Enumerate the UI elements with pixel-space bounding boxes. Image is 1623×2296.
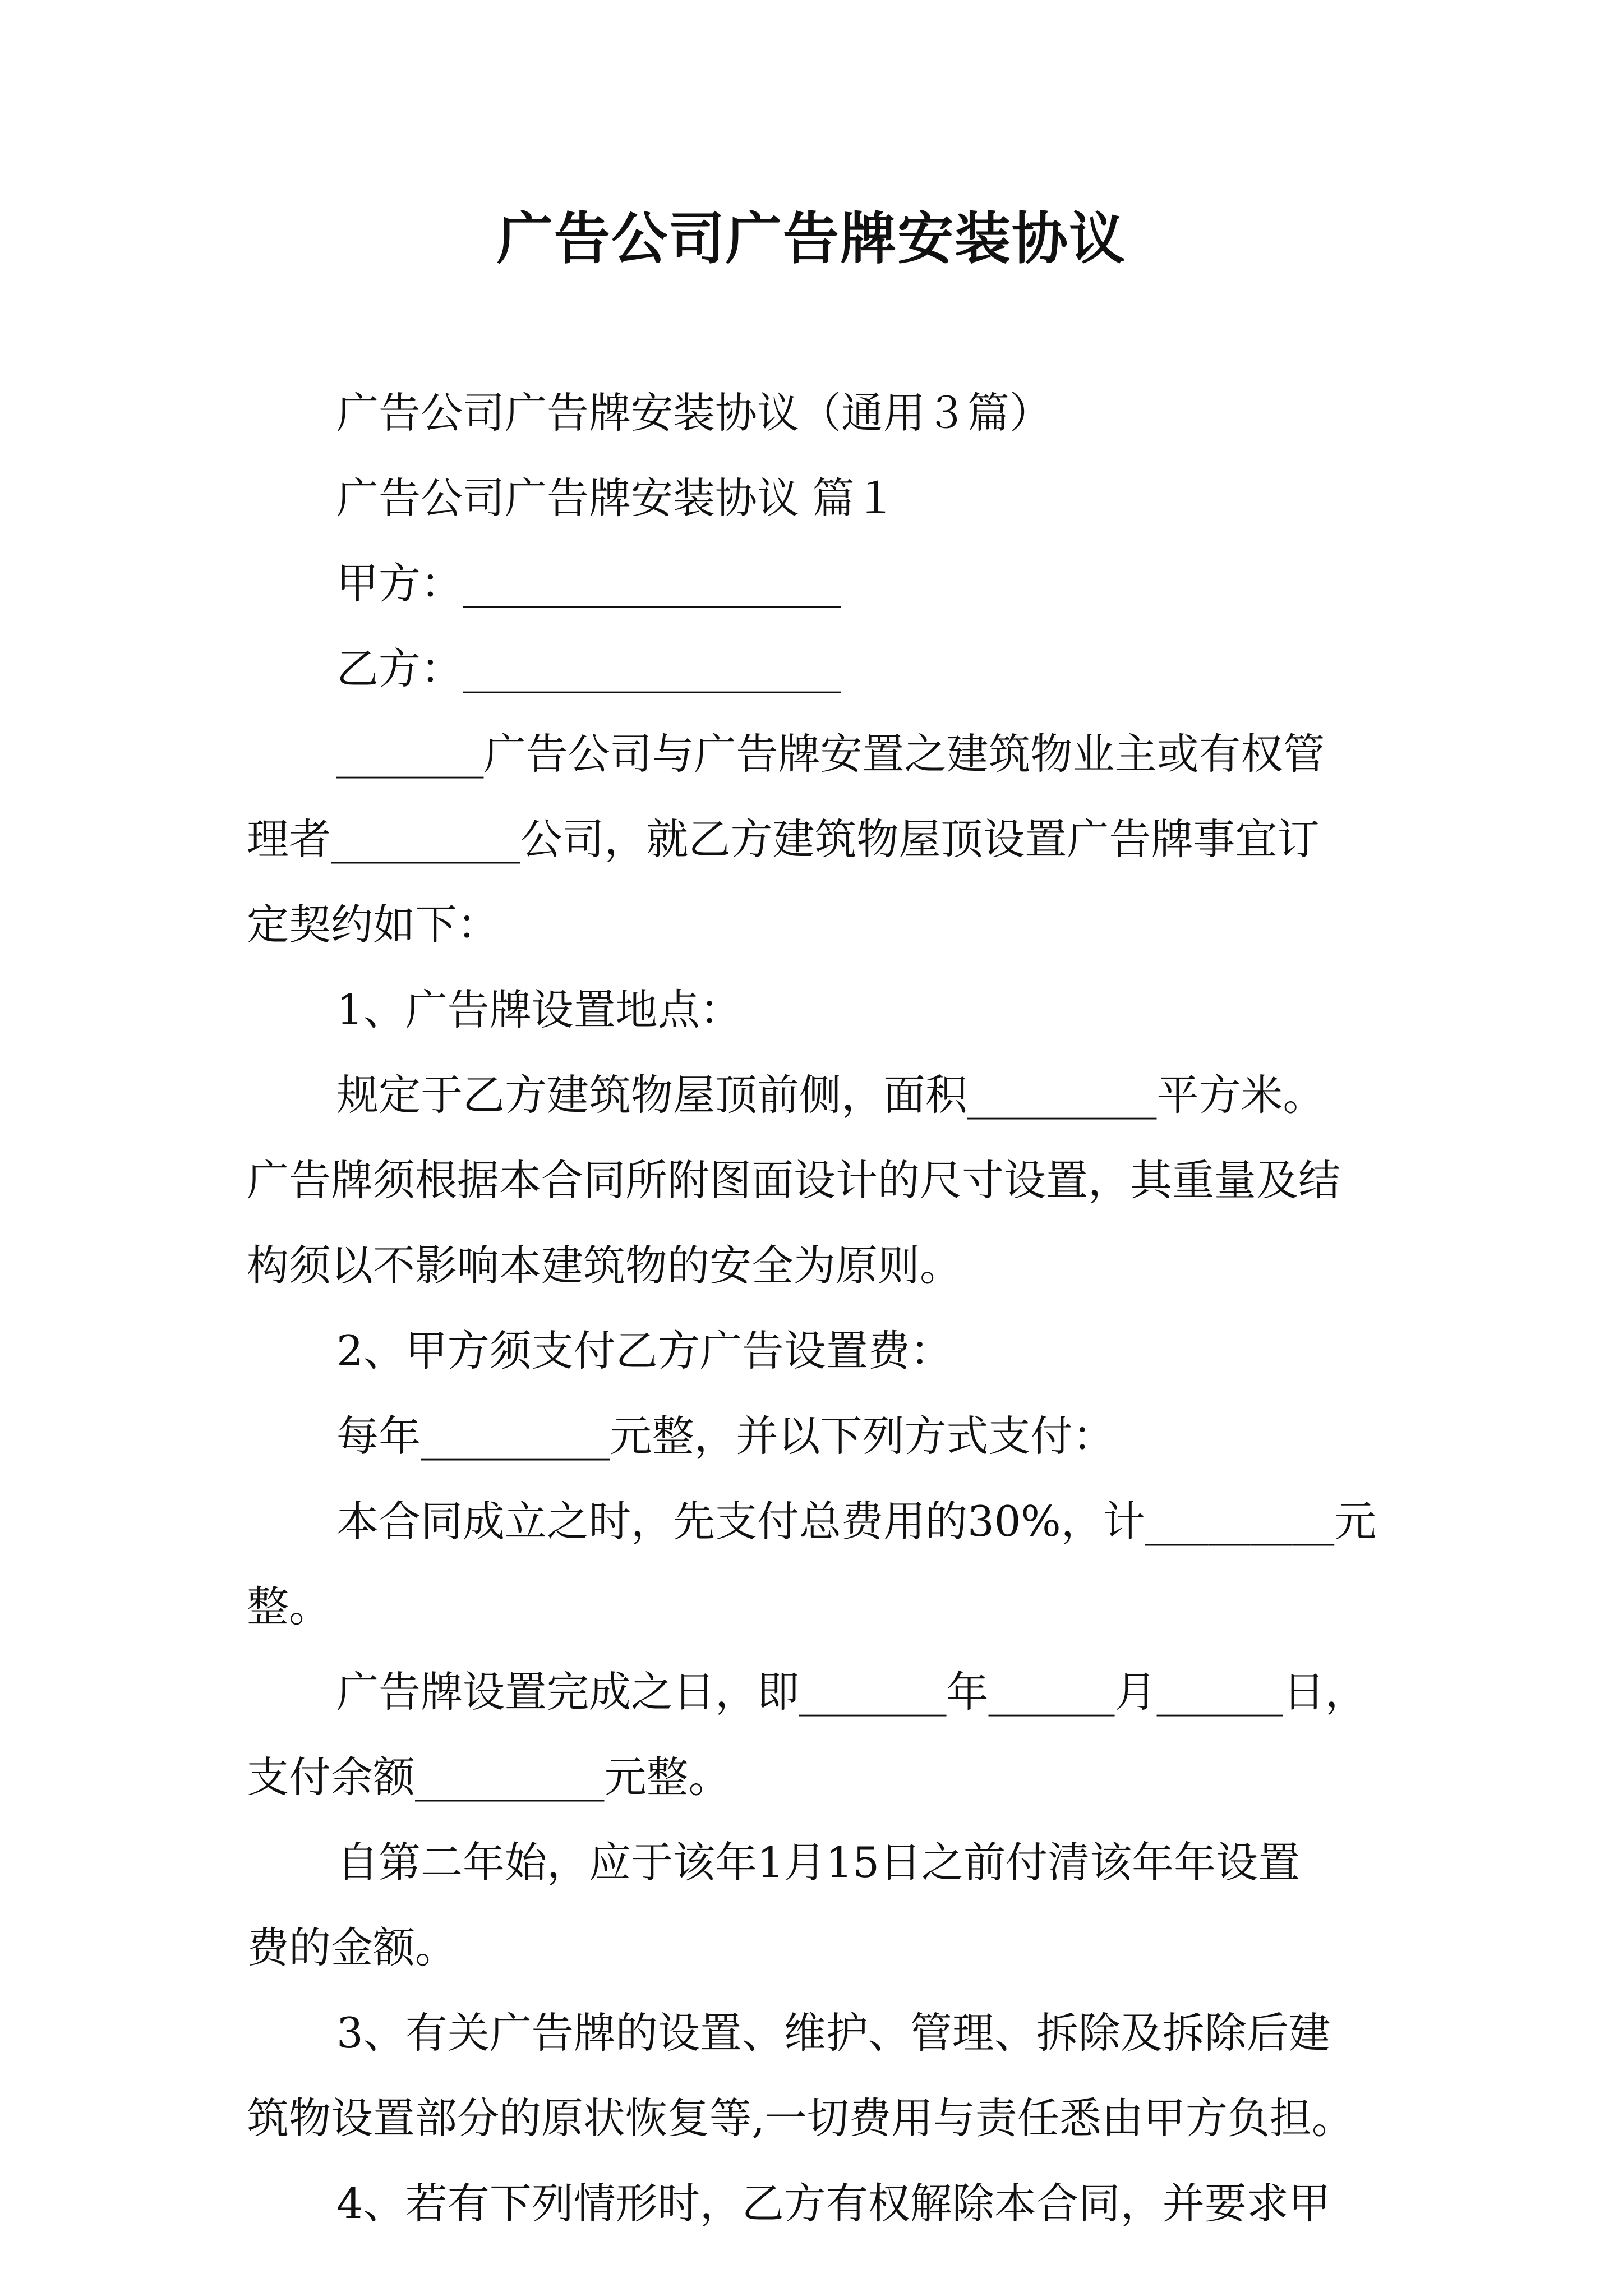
document-line: 广告牌设置完成之日，即_______年______月______日， — [336, 1667, 1367, 1717]
document-body — [247, 370, 1380, 2246]
document-line: 规定于乙方建筑物屋顶前侧，面积_________平方米。 — [336, 1070, 1325, 1120]
document-line: 3、有关广告牌的设置、维护、管理、拆除及拆除后建 — [336, 2008, 1331, 2058]
document-line: 整。 — [247, 1582, 331, 1631]
document-line: 定契约如下： — [247, 900, 500, 949]
document-line: 自第二年始，应于该年1月15日之前付清该年年设置 — [336, 1838, 1301, 1887]
document-line: 筑物设置部分的原状恢复等,一切费用与责任悉由甲方负担。 — [247, 2093, 1354, 2143]
document-line: 广告公司广告牌安装协议（通用３篇） — [336, 388, 1052, 438]
document-line: 广告公司广告牌安装协议 篇１ — [336, 473, 897, 523]
document-line: 广告牌须根据本合同所附图面设计的尺寸设置，其重量及结 — [247, 1156, 1341, 1205]
document-line: 甲方：__________________ — [336, 559, 842, 608]
document-line: 乙方：__________________ — [336, 644, 842, 693]
document-line: 支付余额_________元整。 — [247, 1752, 731, 1802]
document-title: 广告公司广告牌安装协议 — [497, 205, 1126, 272]
document-line: 4、若有下列情形时，乙方有权解除本合同，并要求甲 — [336, 2179, 1331, 2228]
document-line: 费的金额。 — [247, 1923, 458, 1972]
document-line: 每年_________元整，并以下列方式支付： — [336, 1411, 1115, 1461]
document-line: _______广告公司与广告牌安置之建筑物业主或有权管 — [336, 729, 1325, 779]
document-line: 本合同成立之时，先支付总费用的30%，计_________元 — [336, 1497, 1377, 1546]
document-line: 1、广告牌设置地点： — [336, 985, 742, 1034]
document-line: 理者_________公司，就乙方建筑物屋顶设置广告牌事宜订 — [247, 815, 1320, 864]
document-line: 2、甲方须支付乙方广告设置费： — [336, 1326, 952, 1375]
document-line: 构须以不影响本建筑物的安全为原则。 — [247, 1241, 962, 1290]
